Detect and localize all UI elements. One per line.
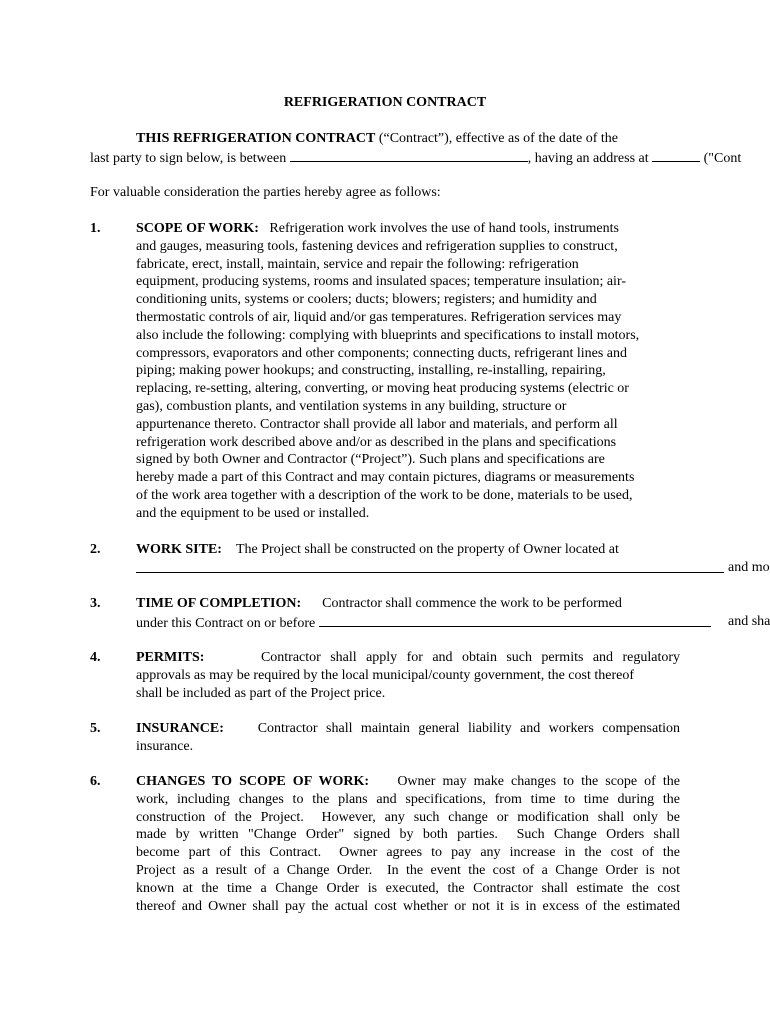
intro-line-1: [136, 130, 618, 148]
consideration-text: For valuable consideration the parties hereby agree as follows:: [90, 185, 441, 200]
section-6-line: thereof and Owner shall pay the actual cost whether or not it is in excess of the estimated: [136, 898, 680, 914]
section-4-line: PERMITS: Contractor shall apply for and obtain such permits and regulatory: [136, 650, 680, 665]
section-5-number: 5.: [90, 721, 101, 736]
section-2-text: The Project shall be constructed on the property of Owner located at: [235, 542, 619, 557]
section-4-line: approvals as may be required by the local municipal/county government, the cost thereof: [136, 667, 635, 683]
work-site-address-blank[interactable]: [136, 559, 724, 573]
section-1-line: signed by both Owner and Contractor (“Project”). Such plans and specifications are: [136, 452, 605, 468]
section-1-number: 1.: [90, 221, 101, 236]
section-1-line: conditioning units, systems or coolers; ducts; blowers; registers; and humidity and: [136, 292, 597, 308]
section-6-line: construction of the Project. However, any such change or modification shall only be: [136, 809, 680, 825]
section-1-line: piping; making power hookups; and constructing, installing, re-installing, repairing,: [136, 363, 606, 379]
section-1-line: and the equipment to be used or installed.: [136, 505, 370, 521]
section-1-line: compressors, evaporators and other components; connecting ducts, refrigerant lines and: [136, 345, 628, 361]
section-1-line: replacing, re-setting, altering, converting, or moving heat producing systems (electric or: [136, 381, 629, 397]
intro-bold-lead: THIS REFRIGERATION CONTRACT: [136, 131, 376, 146]
section-1-line: also include the following: complying with blueprints and specifications to install motors,: [136, 327, 640, 343]
section-2-number: 2.: [90, 542, 101, 557]
section-1-line: refrigeration work described above and/or as described in the plans and specifications: [136, 434, 617, 450]
section-3-line-2: [136, 613, 711, 633]
section-2-line-2: [136, 559, 724, 579]
section-5-body: [136, 720, 680, 756]
section-6-line: Project as a result of a Change Order. In the event the cost of a Change Order is not: [136, 862, 680, 878]
section-3-heading: TIME OF COMPLETION:: [136, 596, 302, 611]
section-1-line: appurtenance thereto. Contractor shall provide all labor and materials, and perform all: [136, 416, 618, 432]
section-5-line: INSURANCE: Contractor shall maintain general liability and workers compensation: [136, 721, 680, 736]
section-1-line: SCOPE OF WORK: Refrigeration work involves the use of hand tools, instruments: [136, 221, 619, 236]
section-1-body: [136, 220, 680, 523]
section-2-heading: WORK SITE:: [136, 542, 222, 557]
section-3-tail: and sha: [728, 614, 770, 629]
section-1-line: fabricate, erect, install, maintain, service and repair the following: refrigeration: [136, 256, 579, 272]
intro-line-2-end: ("Cont: [700, 151, 742, 166]
section-6-line: become part of this Contract. Owner agrees to pay any increase in the cost of the: [136, 845, 680, 861]
section-4-heading: PERMITS:: [136, 650, 205, 665]
section-1-line: of the work area together with a description of the work to be done, materials to be used,: [136, 487, 633, 503]
section-1-line: and gauges, measuring tools, fastening devices and refrigeration supplies to construct,: [136, 238, 618, 254]
party-name-blank[interactable]: [290, 148, 528, 162]
section-5-heading: INSURANCE:: [136, 721, 224, 736]
section-1-line: gas), combustion plants, and ventilation systems in any building, structure or: [136, 398, 567, 414]
section-6-line: work, including changes to the plans and specifications, from time to time during the: [136, 791, 680, 807]
section-5-line: insurance.: [136, 738, 194, 754]
section-4-line: shall be included as part of the Project price.: [136, 685, 386, 701]
address-blank[interactable]: [652, 148, 700, 162]
document-title: REFRIGERATION CONTRACT: [283, 95, 487, 110]
intro-line-2-start: last party to sign below, is between: [90, 151, 290, 166]
section-6-line: made by written "Change Order" signed by both parties. Such Change Orders shall: [136, 827, 680, 843]
section-6-number: 6.: [90, 774, 101, 789]
section-4-number: 4.: [90, 650, 101, 665]
intro-line-1-rest: (“Contract”), effective as of the date of the: [375, 131, 619, 146]
intro-line-2-mid: , having an address at: [527, 151, 653, 166]
section-1-line: thermostatic controls of air, liquid and/or gas temperatures. Refrigeration services may: [136, 309, 622, 325]
section-6-heading: CHANGES TO SCOPE OF WORK:: [136, 774, 370, 789]
section-4-body: [136, 649, 680, 702]
section-3-text: Contractor shall commence the work to be performed: [322, 596, 622, 611]
intro-line-2: [90, 148, 741, 168]
section-6-line: CHANGES TO SCOPE OF WORK: Owner may make changes to the scope of the: [136, 774, 680, 789]
section-3-number: 3.: [90, 596, 101, 611]
section-6-body: [136, 773, 680, 915]
section-2-tail: and mo: [728, 560, 770, 575]
section-1-line: equipment, producing systems, rooms and insulated spaces; temperature insulation; air-: [136, 274, 626, 290]
section-1-heading: SCOPE OF WORK:: [136, 221, 259, 236]
section-6-line: known at the time a Change Order is executed, the Contractor shall estimate the cost: [136, 880, 680, 896]
section-3-line-1: [136, 595, 622, 613]
section-1-line: hereby made a part of this Contract and may contain pictures, diagrams or measurements: [136, 470, 635, 486]
start-date-blank[interactable]: [319, 613, 711, 627]
section-2-line-1: [136, 541, 619, 559]
section-3-line-2-text: under this Contract on or before: [136, 616, 319, 631]
